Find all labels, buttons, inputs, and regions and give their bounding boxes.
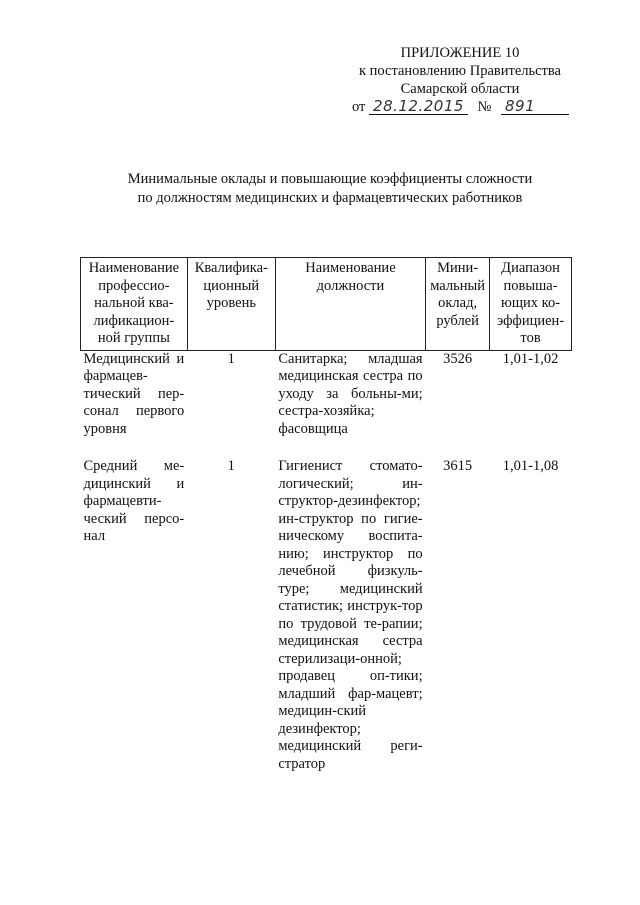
appendix-block [340, 44, 580, 116]
number-label: № [477, 99, 492, 115]
cell-positions: Санитарка; младшая медицинская сестра по уходу за больны-ми; сестра-хозяйка; фасовщица [278, 350, 423, 437]
cell-positions: Гигиенист стомато-логический; ин-структор-дезинфектор; ин-структор по гигие-ническому воспита-нию; инструктор по лечебной физкуль-туре; медицинский статистик; инструк-тор по трудовой те-рапии; медицинская сестра стерилизаци-онной; продавец оп-тики; младший фар-мацевт; медицин-ский дезинфектор; медицинский реги-стратор [278, 458, 423, 772]
header-group: Наименование профессио-нальной ква-лификацион-ной группы [81, 258, 188, 351]
handwritten-number: 891 [501, 98, 569, 115]
document-title [60, 170, 600, 208]
cell-level: 1 [227, 350, 235, 367]
header-level: Квалифика-ционный уровень [187, 258, 275, 351]
cell-range: 1,01-1,02 [502, 350, 559, 367]
cell-range: 1,01-1,08 [502, 458, 559, 474]
cell-salary: 3526 [443, 350, 473, 367]
appendix-title: ПРИЛОЖЕНИЕ 10 [400, 45, 520, 61]
table-row [81, 458, 572, 773]
header-salary: Мини-мальный оклад, рублей [426, 258, 490, 351]
header-position: Наименование должности [275, 258, 425, 351]
cell-group: Средний ме-дицинский и фармацевти-ческий персо-нал [83, 458, 185, 544]
cell-level: 1 [227, 458, 235, 474]
appendix-line-resolution: к постановлению Правительства [359, 63, 561, 79]
header-range: Диапазон повыша-ющих ко-эффициен-тов [490, 258, 572, 351]
appendix-date-row [352, 98, 580, 116]
appendix-line-region: Самарской области [400, 81, 520, 97]
handwritten-date: 28.12.2015 [369, 98, 468, 115]
cell-group: Медицинский и фармацев-тический пер-сонал первого уровня [83, 350, 185, 437]
cell-salary: 3615 [443, 458, 473, 474]
table-header-row [81, 258, 572, 351]
table-row [81, 350, 572, 458]
salary-table [80, 257, 572, 773]
document-title-line-1: Минимальные оклады и повышающие коэффициенты сложности [127, 171, 533, 187]
document-title-line-2: по должностям медицинских и фармацевтических работников [137, 190, 523, 206]
from-label: от [352, 99, 366, 115]
